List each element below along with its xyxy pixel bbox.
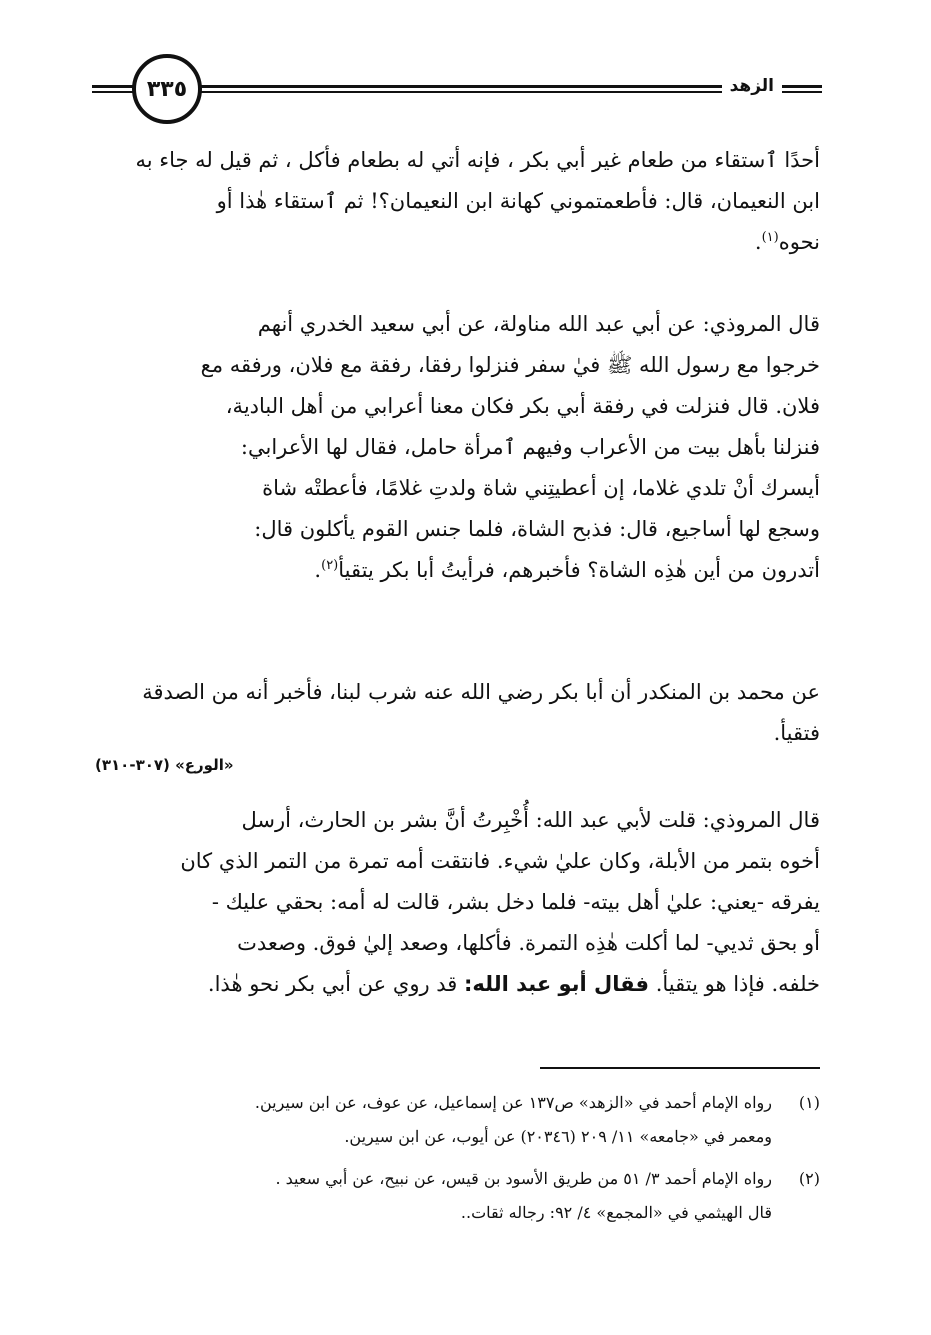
text-line: خرجوا مع رسول الله ﷺ فيٰ سفر فنزلوا رفقا، رفقة مع فلان، ورفقه مع	[200, 353, 820, 377]
text-line: أيسرك أنْ تلدي غلاما، إن أعطيتِني شاة ولدتِ غلامًا، فأعطتْه شاة	[262, 476, 820, 500]
paragraph-3	[95, 672, 820, 754]
text-span: أتدرون من أين هٰذِه الشاة؟ فأخبرهم، فرأيتُ أبا بكر يتقيأ	[338, 558, 820, 582]
text-line: قال المروذي: قلت لأبي عبد الله: أُخْبِرتُ أنَّ بشر بن الحارث، أرسل	[241, 808, 820, 832]
running-title: الزهد	[722, 76, 782, 96]
bold-phrase: فقال أبو عبد الله:	[464, 972, 650, 996]
text-line	[95, 222, 820, 263]
footnote-text: رواه الإمام أحمد في «الزهد» ص١٣٧ عن إسماعيل، عن عوف، عن ابن سيرين.	[254, 1093, 772, 1112]
page-header	[92, 52, 822, 132]
text-span: خلفه. فإذا هو يتقيأ.	[655, 972, 820, 996]
text-line: أحدًا ٱستقاء من طعام غير أبي بكر ، فإنه أتي له بطعام فأكل ، ثم قيل له جاء به	[135, 148, 820, 172]
footnote-ref-2: (٢)	[321, 558, 339, 573]
footnote-divider	[540, 1067, 820, 1069]
paragraph-1	[95, 140, 820, 263]
text-line: يفرقه -يعني: عليٰ أهل بيته- فلما دخل بشر، قالت له أمه: بحقي عليك -	[211, 890, 820, 914]
page-number-badge	[132, 54, 202, 124]
text-line: قال المروذي: عن أبي عبد الله مناولة، عن أبي سعيد الخدري أنهم	[257, 312, 820, 336]
footnote-text: قال الهيثمي في «المجمع» ٤/ ٩٢: رجاله ثقات..	[460, 1203, 772, 1222]
footnote-number: (٢)	[798, 1169, 820, 1188]
text-span: .	[314, 558, 322, 582]
footnote-line	[95, 1162, 820, 1196]
footnote-2	[95, 1162, 820, 1230]
footnotes	[95, 1086, 820, 1230]
source-reference: «الورع» (٣٠٧-٣١٠)	[95, 756, 234, 774]
text-line: فنزلنا بأهل بيت من الأعراب وفيهم ٱمرأة حامل، فقال لها الأعرابي:	[240, 435, 820, 459]
paragraph-4	[95, 800, 820, 1005]
text-line: ابن النعيمان، قال: فأطعمتموني كهانة ابن النعيمان؟! ثم ٱستقاء هٰذا أو	[216, 189, 820, 213]
text-line: وسجع لها أساجيع، قال: فذبح الشاة، فلما جنس القوم يأكلون قال:	[254, 517, 820, 541]
footnote-line	[95, 1086, 820, 1120]
text-line: أو بحق ثديي- لما أكلت هٰذِه التمرة. فأكلها، وصعد إليٰ فوق. وصعدت	[237, 931, 820, 955]
text-line	[95, 550, 820, 591]
paragraph-2	[95, 304, 820, 591]
text-line: أخوه بتمر من الأبلة، وكان عليٰ شيء. فانتقت أمه تمرة من التمر الذي كان	[180, 849, 820, 873]
footnote-number: (١)	[798, 1093, 820, 1112]
footnote-text: رواه الإمام أحمد ٣/ ٥١ من طريق الأسود بن قيس، عن نبيح، عن أبي سعيد .	[275, 1169, 772, 1188]
text-line: فلان. قال فنزلت في رفقة أبي بكر فكان معنا أعرابي من أهل البادية،	[225, 394, 820, 418]
text-line: فتقيأ.	[773, 721, 820, 745]
text-span: .	[754, 230, 762, 254]
footnote-1	[95, 1086, 820, 1154]
footnote-ref-1: (١)	[761, 230, 779, 245]
text-line	[95, 964, 820, 1005]
text-span: قد روي عن أبي بكر نحو هٰذا.	[207, 972, 458, 996]
text-span: نحوه	[778, 230, 820, 254]
page-number: ٣٣٥	[146, 76, 188, 102]
footnote-text: ومعمر في «جامعه» ١١/ ٢٠٩ (٢٠٣٤٦) عن أيوب، عن ابن سيرين.	[344, 1127, 772, 1146]
text-line: عن محمد بن المنكدر أن أبا بكر رضي الله عنه شرب لبنا، فأخبر أنه من الصدقة	[142, 680, 820, 704]
